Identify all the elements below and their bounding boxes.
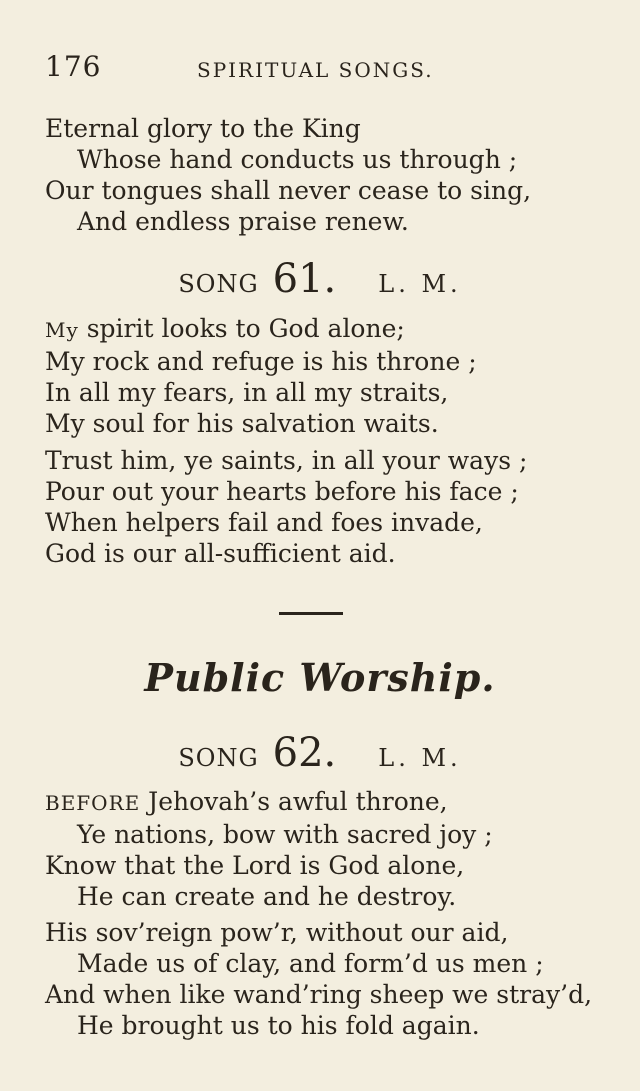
verse-line: In all my fears, in all my straits, <box>45 378 449 407</box>
verse-line: Made us of clay, and form’d us men ; <box>77 949 544 978</box>
verse-line: Whose hand conducts us through ; <box>77 145 518 174</box>
song-62-stanza-2 <box>45 917 605 1041</box>
page-header <box>45 50 565 90</box>
verse-line: Ye nations, bow with sacred joy ; <box>77 820 493 849</box>
small-caps-word: BEFORE <box>45 791 141 815</box>
song-label: SONG <box>178 744 259 772</box>
verse-line <box>45 313 605 346</box>
song-number: 62. <box>272 730 337 776</box>
small-caps-word: My <box>45 318 79 342</box>
verse-line: He can create and he destroy. <box>77 882 457 911</box>
section-divider <box>279 612 343 615</box>
verse-line: And endless praise renew. <box>77 207 409 236</box>
song-meter: L. M. <box>378 270 462 298</box>
section-title: Public Worship. <box>144 655 496 700</box>
stanza-continued <box>45 113 605 237</box>
song-61-stanza-1 <box>45 313 605 439</box>
verse-line: When helpers fail and foes invade, <box>45 508 483 537</box>
song-62-heading <box>0 730 640 776</box>
running-head: SPIRITUAL SONGS. <box>197 58 434 82</box>
verse-line <box>45 786 605 819</box>
verse-line: Eternal glory to the King <box>45 114 361 143</box>
song-62-stanza-1 <box>45 786 605 912</box>
verse-line: Know that the Lord is God alone, <box>45 851 465 880</box>
verse-line: My rock and refuge is his throne ; <box>45 347 477 376</box>
verse-line: God is our all-sufficient aid. <box>45 539 396 568</box>
verse-line: He brought us to his fold again. <box>77 1011 480 1040</box>
verse-line: And when like wand’ring sheep we stray’d, <box>45 980 593 1009</box>
song-meter: L. M. <box>378 744 462 772</box>
song-61-heading <box>0 256 640 302</box>
verse-line: Our tongues shall never cease to sing, <box>45 176 532 205</box>
verse-line: Trust him, ye saints, in all your ways ; <box>45 446 528 475</box>
verse-line-rest: Jehovah’s awful throne, <box>140 787 448 816</box>
verse-line: His sov’reign pow’r, without our aid, <box>45 918 509 947</box>
verse-line-rest: spirit looks to God alone; <box>78 314 405 343</box>
verse-line: My soul for his salvation waits. <box>45 409 439 438</box>
song-number: 61. <box>272 256 337 302</box>
verse-line: Pour out your hearts before his face ; <box>45 477 519 506</box>
song-label: SONG <box>178 270 259 298</box>
page-number: 176 <box>45 50 102 83</box>
song-61-stanza-2 <box>45 445 605 569</box>
